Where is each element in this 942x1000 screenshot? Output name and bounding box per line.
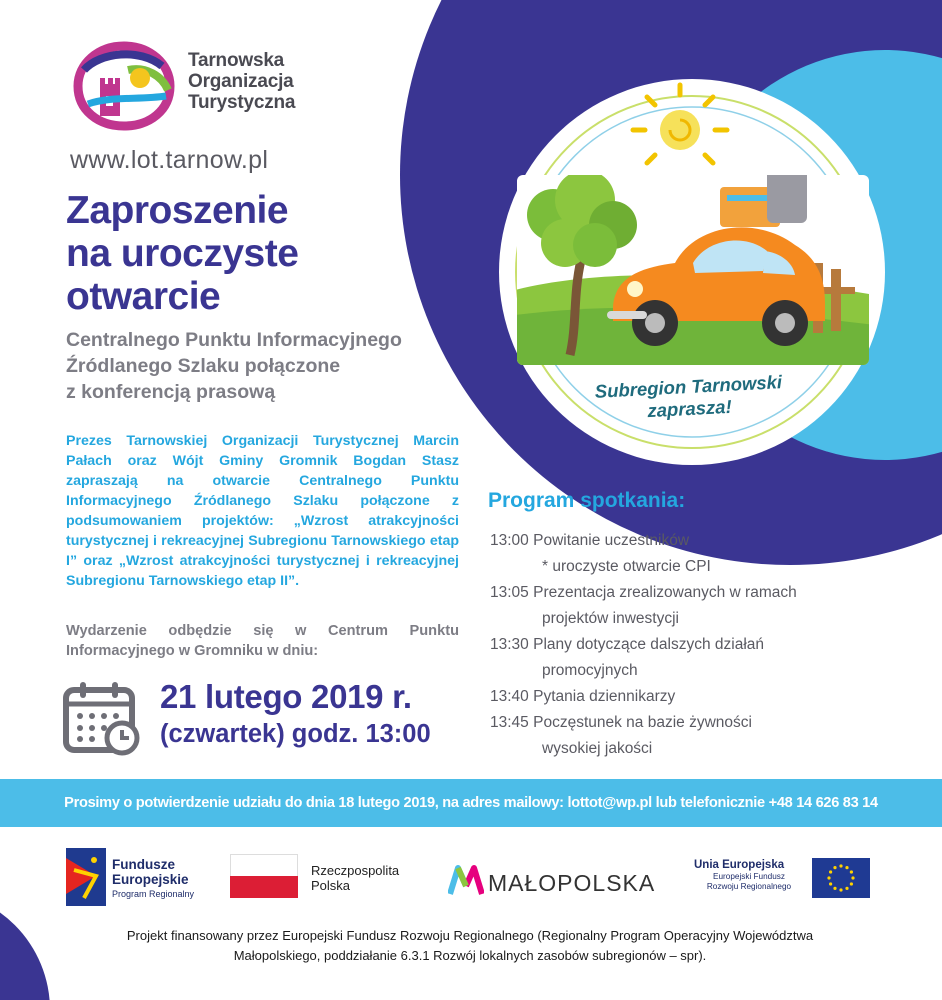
event-location-text: Wydarzenie odbędzie się w Centrum Punktu Informacyjnego w Gromniku w dniu: xyxy=(66,623,459,659)
eu-star-icon xyxy=(839,864,842,867)
efrr-label xyxy=(694,872,804,892)
program-time: 13:00 xyxy=(490,532,529,549)
eu-flag-icon xyxy=(812,858,870,898)
page-title xyxy=(66,189,298,318)
program-list xyxy=(490,528,797,762)
program-item xyxy=(490,528,797,554)
event-date: 21 lutego 2019 r. xyxy=(160,678,412,715)
program-item xyxy=(490,684,797,710)
badge-caption-line: zaprasza! xyxy=(646,395,733,422)
footer-line: Małopolskiego, poddziałanie 6.3.1 Rozwój lokalnych zasobów subregionów – spr). xyxy=(233,948,707,963)
website-url[interactable]: www.lot.tarnow.pl xyxy=(70,146,269,174)
subtitle xyxy=(66,327,402,405)
sponsor-line: Europejski Fundusz xyxy=(713,872,785,881)
logo-line: Tarnowska xyxy=(188,50,285,71)
program-text: Poczęstunek na bazie żywności xyxy=(533,714,752,731)
title-line: na uroczyste xyxy=(66,232,299,275)
program-regionalny-label: Program Regionalny xyxy=(112,889,195,899)
calendar-icon xyxy=(62,680,144,756)
confirmation-text: Prosimy o potwierdzenie udziału do dnia 18 lutego 2019, na adres mailowy: lottot@wp.pl lub telefonicznie +48 14 626 83 14 xyxy=(64,795,878,811)
eu-star-icon xyxy=(845,866,848,869)
eu-star-icon xyxy=(850,882,853,885)
eu-star-icon xyxy=(850,870,853,873)
eu-star-icon xyxy=(833,866,836,869)
title-line: Zaproszenie xyxy=(66,189,289,232)
sponsor-line: Fundusze xyxy=(112,857,175,872)
program-time: 13:45 xyxy=(490,714,529,731)
program-text: Pytania dziennikarzy xyxy=(533,688,676,705)
malopolska-logo-icon xyxy=(448,864,484,896)
program-subitem: * uroczyste otwarcie CPI xyxy=(542,558,711,575)
rzeczpospolita-label xyxy=(311,863,399,893)
program-item xyxy=(490,710,797,736)
sponsor-line: Europejskie xyxy=(112,872,189,887)
title-line: otwarcie xyxy=(66,275,221,318)
sponsor-line: Rozwoju Regionalnego xyxy=(706,882,792,891)
invitation-description: Prezes Tarnowskiej Organizacji Turystycznej Marcin Pałach oraz Wójt Gminy Gromnik Bogdan Stasz zapraszają na otwarcie Centralnego Punktu Informacyjnego Źródlanego Szlaku połączone z podsumowaniem projektów: „Wzrost atrakcyjności turystycznej i rekreacyjnej Subregionu Tarnowskiego etap I” oraz „Wzrost atrakcyjności turystycznej i rekreacyjnej Subregionu Tarnowskiego etap II”. xyxy=(66,433,459,589)
fundusze-europejskie-icon xyxy=(66,848,106,906)
program-time: 13:05 xyxy=(490,584,529,601)
unia-europejska-label: Unia Europejska xyxy=(694,859,785,871)
program-time: 13:40 xyxy=(490,688,529,705)
footer-note xyxy=(60,926,880,966)
subtitle-line: Źródlanego Szlaku połączone xyxy=(66,355,341,377)
logo-text xyxy=(188,50,295,113)
program-item xyxy=(490,632,797,658)
eu-star-icon xyxy=(845,887,848,890)
footer-line: Projekt finansowany przez Europejski Fundusz Rozwoju Regionalnego (Regionalny Program Operacyjny Województwa xyxy=(126,928,814,943)
program-subitem: projektów inwestycji xyxy=(542,610,679,627)
eu-star-icon xyxy=(833,887,836,890)
badge-caption-line: Subregion Tarnowski xyxy=(594,371,783,402)
event-day-time: (czwartek) godz. 13:00 xyxy=(160,720,431,748)
sponsor-line: Rzeczpospolita xyxy=(311,863,400,878)
subtitle-line: z konferencją prasową xyxy=(66,381,276,403)
eu-star-icon xyxy=(839,888,842,891)
subtitle-line: Centralnego Punktu Informacyjnego xyxy=(66,329,402,351)
program-text: Plany dotyczące dalszych działań xyxy=(533,636,765,653)
logo-line: Organizacja xyxy=(188,71,294,92)
eu-star-icon xyxy=(829,870,832,873)
logo-line: Turystyczna xyxy=(188,92,296,113)
fundusze-europejskie-label xyxy=(112,857,189,887)
malopolska-label: MAŁOPOLSKA xyxy=(488,870,656,896)
tot-logo-icon xyxy=(70,40,178,132)
eu-star-icon xyxy=(829,882,832,885)
sponsor-line: Polska xyxy=(311,878,351,893)
program-text: Prezentacja zrealizowanych w ramach xyxy=(533,584,797,601)
eu-star-icon xyxy=(827,876,830,879)
program-title: Program spotkania: xyxy=(488,489,686,512)
program-time: 13:30 xyxy=(490,636,529,653)
program-text: Powitanie uczestników xyxy=(533,532,690,549)
program-subitem: wysokiej jakości xyxy=(542,740,653,757)
poland-flag-icon xyxy=(230,854,298,898)
program-subitem: promocyjnych xyxy=(542,662,638,679)
eu-star-icon xyxy=(851,876,854,879)
program-item xyxy=(490,580,797,606)
